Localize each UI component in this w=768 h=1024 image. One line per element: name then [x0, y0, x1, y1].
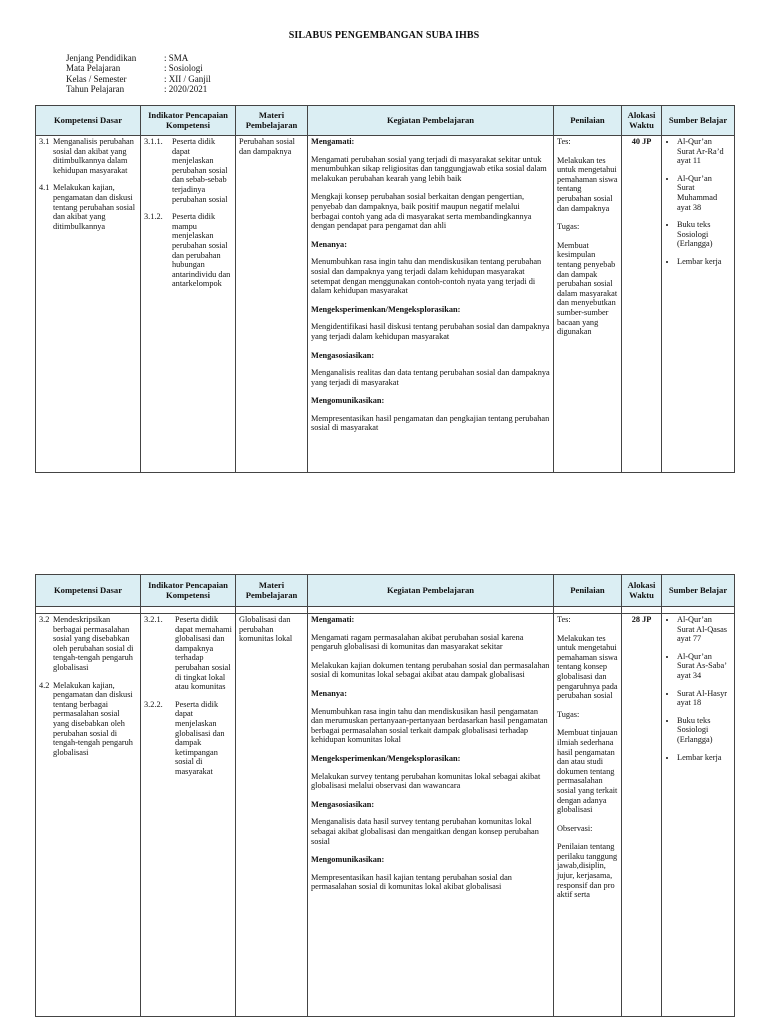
kd-text: Melakukan kajian, pengamatan dan diskusi tentang berbagai permasalahan sosial yang disebabkan oleh perubahan sosial di tengah-tengah pengaruh globalisasi [53, 680, 133, 757]
kd-text: Melakukan kajian, pengamatan dan diskusi tentang perubahan sosial dan akibat yang ditimbulkannya [53, 183, 136, 231]
source-item: • Al-Qur’an Surat As-Saba’ ayat 34 [677, 652, 731, 681]
header-alokasi: Alokasi Waktu [622, 106, 662, 136]
activity-heading: Mengamati: [311, 615, 355, 624]
indicator-item [144, 137, 232, 204]
assessment-text: Melakukan tes untuk mengetahui pemahaman siswa tentang konsep globalisasi dan pengaruhnya pada perubahan sosial [557, 633, 618, 701]
header-materi: Materi Pembelajaran [236, 106, 308, 136]
header-sumber: Sumber Belajar [662, 575, 735, 607]
meta-row-kelas [66, 74, 211, 84]
source-item: • Al-Qur’an Surat Ar-Ra’d ayat 11 [677, 137, 731, 166]
header-materi: Materi Pembelajaran [236, 575, 308, 607]
meta-value: : SMA [164, 53, 189, 63]
spacer-cell [308, 607, 554, 614]
kd-number: 3.1 [39, 137, 50, 146]
cell-materi: Perubahan sosial dan dampaknya [236, 136, 308, 473]
source-item: • Lembar kerja [677, 753, 731, 763]
header-kompetensi-dasar: Kompetensi Dasar [36, 575, 141, 607]
cell-sumber [662, 136, 735, 473]
meta-label: Jenjang Pendidikan [66, 53, 137, 63]
kd-item [39, 615, 137, 673]
indicator-item [144, 212, 232, 289]
spacer-cell [236, 607, 308, 614]
activity-text: Mempresentasikan hasil kajian tentang perubahan sosial dan permasalahan sosial di komunitas lokal akibat globalisasi [311, 872, 512, 892]
cell-kompetensi-dasar [36, 136, 141, 473]
kd-number: 3.2 [39, 615, 50, 624]
activity-text: Mengamati perubahan sosial yang terjadi di masyarakat sekitar untuk menumbuhkan sikap religiositas dan tanggungjawab etika sosial dalam melakukan perubahan kearah yang lebih baik [311, 154, 547, 183]
header-penilaian: Penilaian [554, 575, 622, 607]
cell-indikator [141, 136, 236, 473]
assessment-text: Membuat tinjauan ilmiah sederhana hasil pengamatan dan atau studi dokumen tentang permasalahan sosial yang terkait dengan adanya globalisasi [557, 728, 618, 815]
table-header-row [36, 575, 735, 607]
header-kegiatan: Kegiatan Pembelajaran [308, 106, 554, 136]
activity-text: Melakukan kajian dokumen tentang perubahan sosial dan permasalahan sosial di komunitas lokal sebagai akibat atau dampak globalisasi [311, 660, 550, 680]
meta-value: : XII / Ganjil [164, 73, 211, 84]
syllabus-table-1 [35, 105, 735, 473]
spacer-cell [662, 607, 735, 614]
document-title: SILABUS PENGEMBANGAN SUBA IHBS [288, 30, 480, 41]
assessment-heading: Tes: [557, 615, 571, 624]
activity-text: Menganalisis data hasil survey tentang perubahan komunitas lokal sebagai akibat globalisasi dan mengaitkan dengan konsep perubahan sosial [311, 817, 539, 846]
assessment-heading: Tugas: [557, 709, 580, 719]
meta-row-tahun [66, 84, 211, 94]
activity-heading: Mengamati: [311, 137, 355, 146]
spacer-cell [622, 607, 662, 614]
kd-item [39, 137, 137, 175]
source-item: • Buku teks Sosiologi (Erlangga) [677, 220, 731, 249]
activity-text: Menumbuhkan rasa ingin tahu dan mendiskusikan hasil pengamatan dan merumuskan pertanyaan-pertanyaan berdasarkan hasil pengamatan berbagai permasalahan sosial terkait dampak globalisasi terhadap kehidupan komunitas lokal [311, 706, 548, 745]
kd-item [39, 183, 137, 231]
indicator-text: Peserta didik dapat menjelaskan perubahan sosial dan sebab-sebab terjadinya perubahan sosial [172, 137, 228, 204]
header-kompetensi-dasar: Kompetensi Dasar [36, 106, 141, 136]
table-row [36, 614, 735, 1017]
header-indikator: Indikator Pencapaian Kompetensi [141, 106, 236, 136]
assessment-text: Penilaian tentang perilaku tanggung jawab,disiplin, jujur, kerjasama, responsif dan pro aktif serta [557, 842, 618, 900]
assessment-text: Melakukan tes untuk mengetahui pemahaman siswa tentang perubahan sosial dan dampaknya [557, 155, 618, 213]
spacer-cell [36, 607, 141, 614]
indicator-text: Peserta didik mampu menjelaskan perubahan sosial dan perubahan hubungan antarindividu dan antarkelompok [172, 212, 231, 289]
meta-label: Mata Pelajaran [66, 63, 121, 74]
activity-heading: Menanya: [311, 239, 347, 249]
spacer-cell [141, 607, 236, 614]
meta-value: : Sosiologi [164, 63, 203, 74]
indicator-item [144, 700, 232, 777]
syllabus-table-2 [35, 574, 735, 1017]
cell-penilaian [554, 136, 622, 473]
activity-text: Menumbuhkan rasa ingin tahu dan mendiskusikan tentang perubahan sosial dan dampaknya yang terjadi dalam kehidupan masyarakat setempat dengan menggunakan contoh-contoh nyata yang terjadi di dalam kehidupan masyarakat [311, 257, 542, 296]
indicator-text: Peserta didik dapat memahami globalisasi dan dampaknya terhadap perubahan sosial di tingkat lokal atau komunitas [175, 615, 232, 692]
indicator-number: 3.1.1. [144, 137, 163, 146]
source-item: • Lembar kerja [677, 257, 731, 267]
activity-heading: Mengeksperimenkan/Mengeksplorasikan: [311, 753, 461, 763]
cell-materi: Globalisasi dan perubahan komunitas lokal [236, 614, 308, 1017]
source-item: • Buku teks Sosiologi (Erlangga) [677, 716, 731, 745]
activity-text: Mengkaji konsep perubahan sosial berkaitan dengan pengertian, penyebab dan dampaknya, baik positif maupun negatif melalui berbagai contoh yang ada di masyarakat serta membandingkannya dengan pendapat para pengamat dan ahli [311, 192, 532, 231]
kd-text: Menganalisis perubahan sosial dan akibat yang ditimbulkannya dalam kehidupan masyarakat [53, 137, 134, 175]
cell-sumber [662, 614, 735, 1017]
source-item: • Al-Qur’an Surat Muhammad ayat 38 [677, 174, 731, 212]
spacer-cell [554, 607, 622, 614]
activity-text: Menganalisis realitas dan data tentang perubahan sosial dan dampaknya yang terjadi di masyarakat [311, 368, 550, 387]
assessment-text: Membuat kesimpulan tentang penyebab dan dampak perubahan sosial dalam masyarakat dan menyebutkan sumber-sumber bacaan yang digunakan [557, 240, 618, 337]
activity-heading: Mengomunikasikan: [311, 855, 385, 865]
activity-heading: Mengasosiasikan: [311, 799, 375, 809]
meta-label: Kelas / Semester [66, 73, 127, 84]
header-indikator: Indikator Pencapaian Kompetensi [141, 575, 236, 607]
cell-alokasi: 40 JP [622, 136, 662, 473]
activity-heading: Mengasosiasikan: [311, 350, 375, 360]
header-sumber: Sumber Belajar [662, 106, 735, 136]
indicator-item [144, 615, 232, 692]
kd-number: 4.2 [39, 680, 50, 690]
kd-number: 4.1 [39, 183, 50, 193]
indicator-number: 3.2.2. [144, 699, 163, 709]
cell-kompetensi-dasar [36, 614, 141, 1017]
activity-heading: Mengomunikasikan: [311, 396, 385, 406]
activity-text: Mempresentasikan hasil pengamatan dan pengkajian tentang perubahan sosial di masyarakat [311, 413, 550, 433]
indicator-number: 3.2.1. [144, 615, 163, 624]
table-row [36, 136, 735, 473]
cell-kegiatan [308, 136, 554, 473]
activity-text: Melakukan survey tentang perubahan komunitas lokal sebagai akibat globalisasi melalui observasi dan wawancara [311, 771, 541, 791]
meta-row-jenjang [66, 53, 211, 63]
activity-heading: Mengeksperimenkan/Mengeksplorasikan: [311, 304, 461, 314]
meta-label: Tahun Pelajaran [66, 83, 125, 94]
cell-penilaian [554, 614, 622, 1017]
assessment-heading: Tugas: [557, 222, 580, 232]
source-item: • Al-Qur’an Surat Al-Qasas ayat 77 [677, 615, 731, 644]
header-alokasi: Alokasi Waktu [622, 575, 662, 607]
cell-indikator [141, 614, 236, 1017]
meta-row-mapel [66, 63, 211, 73]
table-header-row [36, 106, 735, 136]
header-penilaian: Penilaian [554, 106, 622, 136]
source-item: • Surat Al-Hasyr ayat 18 [677, 689, 731, 708]
header-kegiatan: Kegiatan Pembelajaran [308, 575, 554, 607]
indicator-text: Peserta didik dapat menjelaskan globalisasi dan dampak ketimpangan sosial di masyarakat [175, 699, 225, 776]
source-list [665, 137, 731, 267]
assessment-heading: Tes: [557, 137, 571, 146]
activity-heading: Menanya: [311, 688, 347, 698]
document-meta [66, 53, 211, 94]
kd-item [39, 681, 137, 758]
activity-text: Mengidentifikasi hasil diskusi tentang perubahan sosial dan dampaknya yang terjadi dalam kehidupan masyarakat [311, 322, 550, 341]
assessment-heading: Observasi: [557, 823, 593, 833]
cell-alokasi: 28 JP [622, 614, 662, 1017]
source-list [665, 615, 731, 762]
kd-text: Mendeskripsikan berbagai permasalahan sosial yang disebabkan oleh perubahan sosial di tengah-tengah pengaruh globalisasi [53, 615, 134, 672]
activity-text: Mengamati ragam permasalahan akibat perubahan sosial karena pengaruh globalisasi di komunitas dan masyarakat sekitar [311, 632, 524, 652]
cell-kegiatan [308, 614, 554, 1017]
spacer-row [36, 607, 735, 614]
indicator-number: 3.1.2. [144, 212, 163, 222]
meta-value: : 2020/2021 [164, 83, 208, 94]
